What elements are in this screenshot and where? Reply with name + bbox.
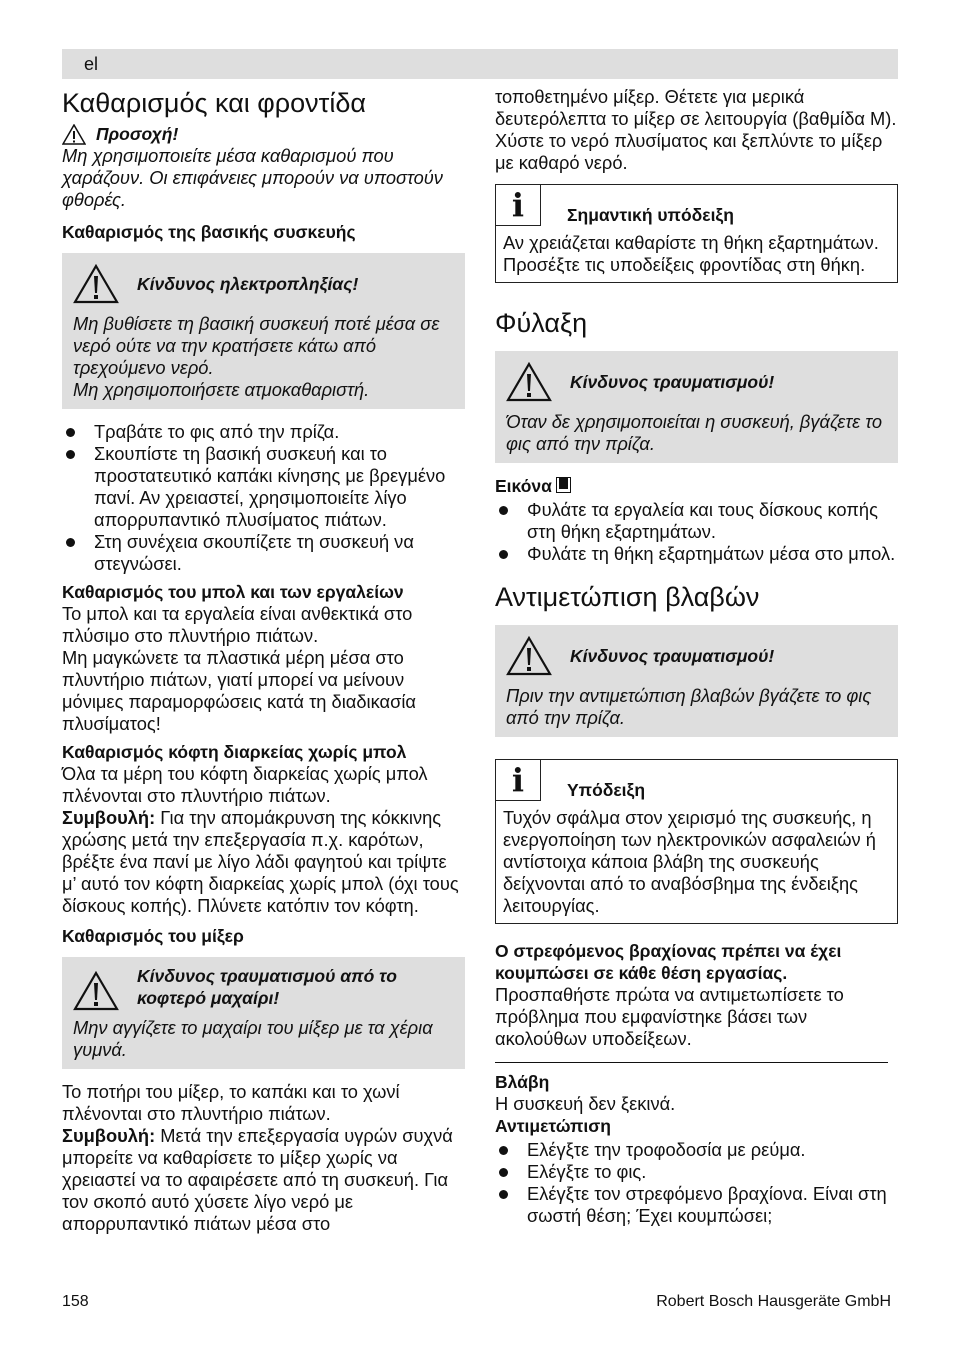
page-number: 158 [62,1293,89,1310]
paragraph: τοποθετημένο μίξερ. Θέτετε για μερικά δευτερόλεπτα το μίξερ σε λειτουργία (βαθμίδα M). Χύστε το νερό πλυσίματος και ξεπλύντε το μίξερ με καθαρό νερό. [495,86,897,173]
section-title-storage: Φύλαξη [495,308,588,338]
warning-title: Κίνδυνος ηλεκτροπληξίας! [137,274,359,294]
fault-text: Η συσκευή δεν ξεκινά. [495,1093,676,1114]
list-item: Φυλάτε τη θήκη εξαρτημάτων μέσα στο μπολ. [495,543,898,565]
tip-paragraph [62,1125,465,1235]
caution-text: Μη χρησιμοποιείτε μέσα καθαρισμού που χαράζουν. Οι επιφάνειες μπορούν να υποστούν φθορές. [62,145,443,210]
warning-triangle-icon [73,971,119,1011]
language-code: el [84,54,99,74]
warning-text: Μη βυθίσετε τη βασική συσκευή ποτέ μέσα σε νερό ούτε να την κρατήσετε κάτω από τρεχούμενο νερό. [73,313,440,378]
warning-title: Κίνδυνος τραυματισμού! [570,372,775,392]
caution-note [62,123,465,145]
tip-label: Συμβουλή: [62,1125,156,1146]
remedy-label: Αντιμετώπιση [495,1116,611,1136]
left-column [62,84,465,1235]
warning-triangle-icon [506,362,552,402]
heading-base-unit-cleaning: Καθαρισμός της βασικής συσκευής [62,222,356,242]
tip-label: Συμβουλή: [62,807,156,828]
divider [495,1062,888,1063]
injury-warning-troubleshooting [495,625,898,737]
caution-label: Προσοχή! [96,124,179,144]
paragraph: Το ποτήρι του μίξερ, το καπάκι και το χωνί πλένονται στο πλυντήριο πιάτων. [62,1081,400,1124]
bold-note: Ο στρεφόμενος βραχίονας πρέπει να έχει κουμπώσει σε κάθε θέση εργασίας. [495,941,842,983]
list-item: Ελέγξτε το φις. [495,1161,898,1183]
tip-paragraph [62,807,465,917]
paragraph: Μη μαγκώνετε τα πλαστικά μέρη μέσα στο πλυντήριο πιάτων, γιατί μπορεί να μείνουν μόνιμες παραμορφώσεις κατά τη διαδικασία πλυσίματος! [62,647,416,734]
warning-triangle-icon [506,636,552,676]
list-item: Ελέγξτε τον στρεφόμενο βραχίονα. Είναι στη σωστή θέση; Έχει κουμπώσει; [495,1183,898,1227]
warning-triangle-icon [73,264,119,304]
figure-label: Εικόνα [495,476,552,496]
heading-bowl-tools: Καθαρισμός του μπολ και των εργαλείων [62,582,404,602]
list-item: Φυλάτε τα εργαλεία και τους δίσκους κοπής στη θήκη εξαρτημάτων. [495,499,898,543]
remedy-steps [495,1139,898,1227]
important-note-box [495,184,898,283]
paragraph: Όλα τα μέρη του κόφτη διαρκείας χωρίς μπολ πλένονται στο πλυντήριο πιάτων. [62,763,428,806]
warning-text: Μην αγγίζετε το μαχαίρι του μίξερ με τα χέρια γυμνά. [73,1017,433,1060]
language-header-bar [62,49,898,79]
list-item: Τραβάτε το φις από την πρίζα. [62,421,465,443]
injury-warning-storage [495,351,898,463]
warning-text: Όταν δε χρησιμοποιείται η συσκευή, βγάζετε το φις από την πρίζα. [506,411,883,454]
company-name: Robert Bosch Hausgeräte GmbH [656,1293,891,1310]
base-cleaning-steps [62,421,465,575]
section-title-troubleshooting: Αντιμετώπιση βλαβών [495,582,760,612]
warning-title: Κίνδυνος τραυματισμού! [570,646,775,666]
tip-text: Για την απομάκρυνση της κόκκινης χρώσης μετά την επεξεργασία π.χ. καρότων, βρέξτε ένα πανί με λίγο λάδι φαγητού και τρίψτε μ’ αυτό τον κόφτη διαρκείας χωρίς μπολ (όχι τους δίσκους κοπής). Πλύνετε κατόπιν τον κόφτη. [62,807,459,916]
list-item: Σκουπίστε τη βασική συσκευή και το προστατευτικό καπάκι κίνησης με βρεγμένο πανί. Αν χρειαστεί, χρησιμοποιείτε λίγο απορρυπαντικό πλυσίματος πιάτων. [62,443,465,531]
blade-warning [62,957,465,1069]
figure-reference [495,475,898,497]
info-icon: i [496,760,541,801]
right-column [495,86,898,1233]
info-text: Αν χρειάζεται καθαρίστε τη θήκη εξαρτημάτων. Προσέξτε τις υποδείξεις φροντίδας στη θήκη. [503,232,879,275]
fault-label: Βλάβη [495,1072,550,1092]
warning-text: Μη χρησιμοποιήσετε ατμοκαθαριστή. [73,379,370,400]
electric-shock-warning [62,253,465,409]
info-icon: i [496,185,541,226]
warning-triangle-icon [62,124,86,145]
info-title: Υπόδειξη [567,780,646,800]
paragraph: Προσπαθήστε πρώτα να αντιμετωπίσετε το πρόβλημα που εμφανίστηκε βάσει των ακολούθων υποδείξεων. [495,984,844,1049]
warning-title: Κίνδυνος τραυματισμού από το κοφτερό μαχαίρι! [137,966,397,1008]
paragraph: Το μπολ και τα εργαλεία είναι ανθεκτικά στο πλύσιμο στο πλυντήριο πιάτων. [62,603,413,646]
info-text: Τυχόν σφάλμα στον χειρισμό της συσκευής, η ενεργοποίηση των ηλεκτρονικών ασφαλειών ή αντίστοιχα κάποια βλάβη της συσκευής δείχνονται από το αναβόσβημα της ένδειξης λειτουργίας. [503,807,876,916]
storage-steps [495,499,898,565]
figure-symbol-icon [556,477,571,493]
heading-continuous-cutter: Καθαρισμός κόφτη διαρκείας χωρίς μπολ [62,742,407,762]
list-item: Ελέγξτε την τροφοδοσία με ρεύμα. [495,1139,898,1161]
section-title-cleaning: Καθαρισμός και φροντίδα [62,88,366,118]
warning-text: Πριν την αντιμετώπιση βλαβών βγάζετε το φις από την πρίζα. [506,685,872,728]
list-item: Στη συνέχεια σκουπίζετε τη συσκευή να στεγνώσει. [62,531,465,575]
heading-blender-cleaning: Καθαρισμός του μίξερ [62,926,244,946]
note-box [495,759,898,924]
tip-text: Μετά την επεξεργασία υγρών συχνά μπορείτε να καθαρίσετε το μίξερ χωρίς να χρειαστεί να το αφαιρέσετε από τη συσκευή. Για τον σκοπό αυτό χύσετε λίγο νερό με απορρυπαντικό πιάτων μέσα στο [62,1125,453,1234]
info-title: Σημαντική υπόδειξη [567,205,734,225]
